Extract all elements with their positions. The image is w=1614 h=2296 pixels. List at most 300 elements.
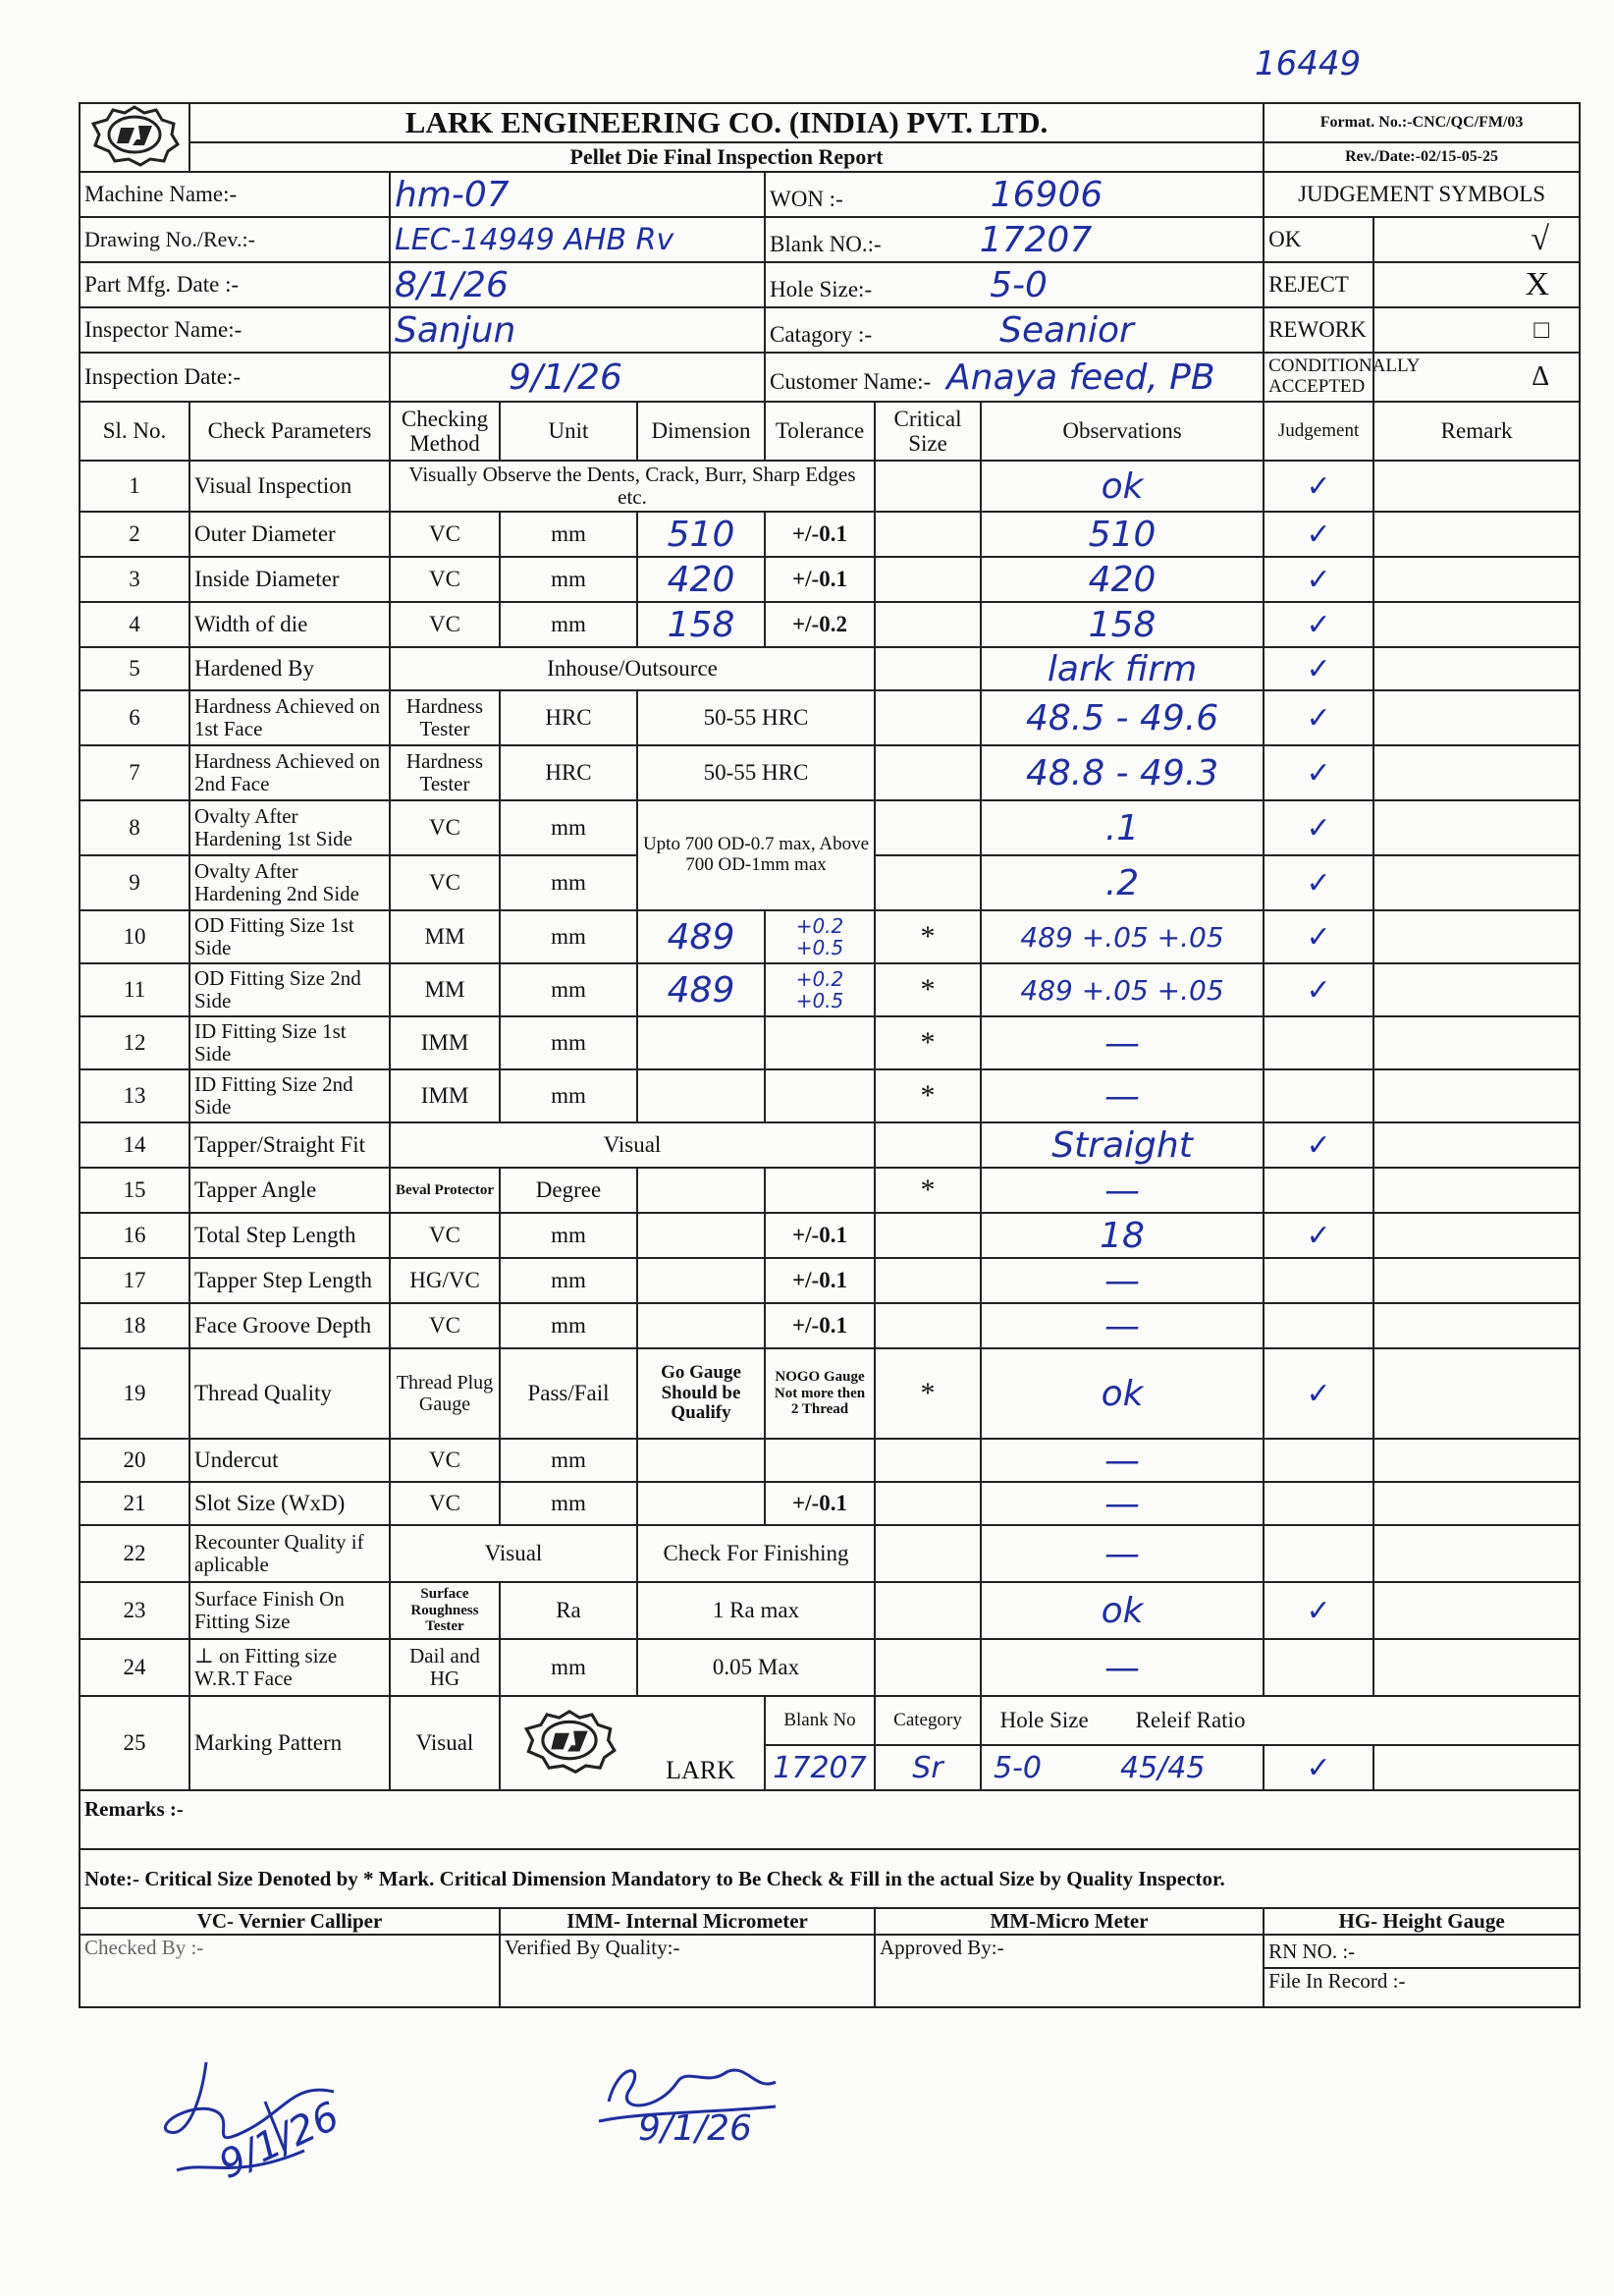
row-dimension bbox=[637, 1016, 765, 1069]
row-tolerance: +0.2 +0.5 bbox=[765, 963, 875, 1016]
marking-header-cell bbox=[981, 1696, 1264, 1745]
row-param: Outer Diameter bbox=[189, 512, 390, 557]
row-critical bbox=[875, 800, 981, 855]
row-unit: mm bbox=[500, 1258, 637, 1303]
row-sl: 17 bbox=[80, 1258, 189, 1303]
row-param: Visual Inspection bbox=[189, 461, 390, 512]
row-method: Dail and HG bbox=[390, 1639, 500, 1696]
table-row bbox=[80, 690, 1580, 745]
row-remark bbox=[1373, 1168, 1580, 1213]
file-record-label: File In Record :- bbox=[1264, 1968, 1580, 2007]
table-row bbox=[80, 1639, 1580, 1696]
row-method: Beval Protector bbox=[390, 1168, 500, 1213]
row-remark bbox=[1373, 855, 1580, 910]
row-method: VC bbox=[390, 557, 500, 602]
row-sl: 22 bbox=[80, 1525, 189, 1582]
row-method: VC bbox=[390, 1482, 500, 1525]
row-sl: 8 bbox=[80, 800, 189, 855]
row-param: Recounter Quality if aplicable bbox=[189, 1525, 390, 1582]
row-observation: — bbox=[981, 1258, 1264, 1303]
row-param: Ovalty After Hardening 2nd Side bbox=[189, 855, 390, 910]
table-row bbox=[80, 1258, 1580, 1303]
row-unit: HRC bbox=[500, 690, 637, 745]
row-observation: ok bbox=[981, 461, 1264, 512]
row-observation: ok bbox=[981, 1348, 1264, 1439]
row-span-text: Visually Observe the Dents, Crack, Burr, Sharp Edges etc. bbox=[390, 461, 875, 512]
row-param: Tapper Step Length bbox=[189, 1258, 390, 1303]
row-remark bbox=[1373, 647, 1580, 690]
row-remark bbox=[1373, 557, 1580, 602]
row-span-method: Visual bbox=[390, 1525, 637, 1582]
row-observation: 510 bbox=[981, 512, 1264, 557]
row-sl: 7 bbox=[80, 745, 189, 800]
row-param: Slot Size (WxD) bbox=[189, 1482, 390, 1525]
hole-label: Hole Size:- bbox=[770, 276, 873, 301]
category-value: Seanior bbox=[999, 309, 1134, 351]
row-tolerance: +/-0.1 bbox=[765, 512, 875, 557]
inspector-label: Inspector Name:- bbox=[80, 307, 390, 353]
row-dimension bbox=[637, 1069, 765, 1122]
row-method: MM bbox=[390, 963, 500, 1016]
row-remark bbox=[1373, 910, 1580, 963]
symbol-label-conditional: CONDITIONALLY ACCEPTED bbox=[1264, 353, 1373, 402]
row-sl: 2 bbox=[80, 512, 189, 557]
row-span-dimension: Check For Finishing bbox=[637, 1525, 875, 1582]
table-row-marking bbox=[80, 1696, 1580, 1745]
row-sl: 23 bbox=[80, 1582, 189, 1639]
inspector-value: Sanjun bbox=[390, 307, 765, 353]
row-span-text: Visual bbox=[390, 1122, 875, 1168]
row-observation: — bbox=[981, 1439, 1264, 1482]
row-dimension: 489 bbox=[637, 963, 765, 1016]
won-value: 16906 bbox=[990, 174, 1103, 215]
row-method: IMM bbox=[390, 1069, 500, 1122]
row-unit: Degree bbox=[500, 1168, 637, 1213]
row-sl: 21 bbox=[80, 1482, 189, 1525]
table-row bbox=[80, 512, 1580, 557]
row-unit: mm bbox=[500, 800, 637, 855]
row-tolerance: +0.2 +0.5 bbox=[765, 910, 875, 963]
table-row bbox=[80, 1213, 1580, 1258]
row-remark bbox=[1373, 1348, 1580, 1439]
marking-blank-no-label: Blank No bbox=[765, 1696, 875, 1745]
row-observation: — bbox=[981, 1016, 1264, 1069]
row-remark bbox=[1373, 1258, 1580, 1303]
row-sl: 13 bbox=[80, 1069, 189, 1122]
row-dimension: 489 bbox=[637, 910, 765, 963]
row-dimension: Go Gauge Should be Qualify bbox=[637, 1348, 765, 1439]
row-critical bbox=[875, 690, 981, 745]
row-param: Thread Quality bbox=[189, 1348, 390, 1439]
legend-vc: VC- Vernier Calliper bbox=[80, 1908, 500, 1935]
row-span-dimension: Upto 700 OD-0.7 max, Above 700 OD-1mm max bbox=[637, 800, 875, 910]
row-remark-top bbox=[1373, 1696, 1580, 1745]
row-judgement bbox=[1264, 1168, 1373, 1213]
row-sl: 18 bbox=[80, 1303, 189, 1348]
row-unit: Ra bbox=[500, 1582, 637, 1639]
row-param: Total Step Length bbox=[189, 1213, 390, 1258]
row-critical: * bbox=[875, 1348, 981, 1439]
row-param: ID Fitting Size 2nd Side bbox=[189, 1069, 390, 1122]
row-critical bbox=[875, 512, 981, 557]
row-unit: mm bbox=[500, 1482, 637, 1525]
row-sl: 11 bbox=[80, 963, 189, 1016]
row-sl: 3 bbox=[80, 557, 189, 602]
col-judgement: Judgement bbox=[1264, 402, 1373, 461]
row-remark bbox=[1373, 602, 1580, 647]
row-dimension: 158 bbox=[637, 602, 765, 647]
category-cell bbox=[765, 307, 1264, 353]
row-remark bbox=[1373, 461, 1580, 512]
category-label: Catagory :- bbox=[770, 321, 873, 347]
row-dimension: 510 bbox=[637, 512, 765, 557]
row-judgement bbox=[1264, 1439, 1373, 1482]
customer-cell bbox=[765, 353, 1264, 402]
row-tolerance bbox=[765, 1016, 875, 1069]
customer-label: Customer Name:- bbox=[770, 368, 932, 394]
table-row bbox=[80, 647, 1580, 690]
legend-hg: HG- Height Gauge bbox=[1264, 1908, 1580, 1935]
row-observation: 489 +.05 +.05 bbox=[981, 910, 1264, 963]
row-judgement: ✓ bbox=[1264, 690, 1373, 745]
row-critical bbox=[875, 1303, 981, 1348]
col-critical-size: Critical Size bbox=[875, 402, 981, 461]
marking-category-label: Category bbox=[875, 1696, 981, 1745]
table-row bbox=[80, 1303, 1580, 1348]
table-row bbox=[80, 1168, 1580, 1213]
row-method: VC bbox=[390, 602, 500, 647]
row-judgement bbox=[1264, 1639, 1373, 1696]
row-param: ⊥ on Fitting size W.R.T Face bbox=[189, 1639, 390, 1696]
row-remark bbox=[1373, 1439, 1580, 1482]
row-judgement-top bbox=[1264, 1696, 1373, 1745]
marking-lark-text: LARK bbox=[637, 1696, 765, 1790]
row-judgement: ✓ bbox=[1264, 745, 1373, 800]
row-dimension: 420 bbox=[637, 557, 765, 602]
won-label: WON :- bbox=[770, 186, 843, 211]
row-observation: — bbox=[981, 1525, 1264, 1582]
row-unit: mm bbox=[500, 1016, 637, 1069]
lark-gear-logo bbox=[520, 1701, 619, 1779]
row-remark bbox=[1373, 690, 1580, 745]
row-param: Marking Pattern bbox=[189, 1696, 390, 1790]
row-critical bbox=[875, 1482, 981, 1525]
row-param: OD Fitting Size 1st Side bbox=[189, 910, 390, 963]
inspection-form bbox=[79, 102, 1579, 2008]
row-method: VC bbox=[390, 800, 500, 855]
row-judgement: ✓ bbox=[1264, 557, 1373, 602]
inspection-date-value: 9/1/26 bbox=[390, 353, 765, 402]
row-span-dimension: 0.05 Max bbox=[637, 1639, 875, 1696]
row-unit: Pass/Fail bbox=[500, 1348, 637, 1439]
row-method: VC bbox=[390, 1303, 500, 1348]
row-observation: ok bbox=[981, 1582, 1264, 1639]
row-judgement: ✓ bbox=[1264, 461, 1373, 512]
hole-value: 5-0 bbox=[990, 264, 1048, 305]
row-observation: 48.8 - 49.3 bbox=[981, 745, 1264, 800]
row-observation: — bbox=[981, 1303, 1264, 1348]
row-tolerance: NOGO Gauge Not more then 2 Thread bbox=[765, 1348, 875, 1439]
row-critical bbox=[875, 1525, 981, 1582]
row-param: Hardness Achieved on 1st Face bbox=[189, 690, 390, 745]
row-critical bbox=[875, 1122, 981, 1168]
drawing-value: LEC-14949 AHB Rv bbox=[390, 217, 765, 262]
row-critical bbox=[875, 647, 981, 690]
row-observation: .1 bbox=[981, 800, 1264, 855]
row-sl: 24 bbox=[80, 1639, 189, 1696]
row-method: VC bbox=[390, 855, 500, 910]
row-dimension bbox=[637, 1439, 765, 1482]
row-remark bbox=[1373, 512, 1580, 557]
page-number-handwritten: 16449 bbox=[1255, 44, 1362, 83]
row-critical bbox=[875, 602, 981, 647]
row-observation: .2 bbox=[981, 855, 1264, 910]
revision-date: Rev./Date:-02/15-05-25 bbox=[1264, 142, 1580, 172]
remarks-label: Remarks :- bbox=[80, 1790, 1580, 1849]
row-observation: 158 bbox=[981, 602, 1264, 647]
report-title: Pellet Die Final Inspection Report bbox=[189, 142, 1264, 172]
row-dimension bbox=[637, 1303, 765, 1348]
row-judgement: ✓ bbox=[1264, 1745, 1373, 1790]
row-remark bbox=[1373, 1303, 1580, 1348]
company-logo bbox=[80, 103, 189, 172]
won-cell bbox=[765, 172, 1264, 217]
marking-category-value: Sr bbox=[875, 1745, 981, 1790]
row-method: Hardness Tester bbox=[390, 745, 500, 800]
row-unit: mm bbox=[500, 963, 637, 1016]
row-judgement: ✓ bbox=[1264, 647, 1373, 690]
row-judgement: ✓ bbox=[1264, 1348, 1373, 1439]
row-tolerance: +/-0.1 bbox=[765, 1258, 875, 1303]
format-number: Format. No.:-CNC/QC/FM/03 bbox=[1264, 103, 1580, 142]
row-sl: 10 bbox=[80, 910, 189, 963]
row-judgement bbox=[1264, 1303, 1373, 1348]
row-observation: — bbox=[981, 1482, 1264, 1525]
row-unit: mm bbox=[500, 1439, 637, 1482]
symbol-label-reject: REJECT bbox=[1264, 262, 1373, 307]
col-checking-method: Checking Method bbox=[390, 402, 500, 461]
row-critical: * bbox=[875, 1069, 981, 1122]
marking-blank-no-value: 17207 bbox=[765, 1745, 875, 1790]
row-sl: 5 bbox=[80, 647, 189, 690]
critical-note: Note:- Critical Size Denoted by * Mark. Critical Dimension Mandatory to Be Check & Fill in the actual Size by Quality Inspector. bbox=[80, 1849, 1580, 1908]
drawing-label: Drawing No./Rev.:- bbox=[80, 217, 390, 262]
row-method: VC bbox=[390, 512, 500, 557]
symbol-rework: □ bbox=[1373, 307, 1580, 353]
row-tolerance: +/-0.1 bbox=[765, 1213, 875, 1258]
row-sl: 9 bbox=[80, 855, 189, 910]
row-sl: 25 bbox=[80, 1696, 189, 1790]
row-critical: * bbox=[875, 963, 981, 1016]
row-observation: 18 bbox=[981, 1213, 1264, 1258]
marking-relief-label: Releif Ratio bbox=[1135, 1708, 1246, 1732]
row-judgement bbox=[1264, 1258, 1373, 1303]
row-remark bbox=[1373, 1069, 1580, 1122]
row-param: Ovalty After Hardening 1st Side bbox=[189, 800, 390, 855]
row-remark bbox=[1373, 1582, 1580, 1639]
row-unit: mm bbox=[500, 1069, 637, 1122]
rn-no-label: RN NO. :- bbox=[1264, 1935, 1580, 1968]
row-sl: 6 bbox=[80, 690, 189, 745]
marking-values-cell bbox=[981, 1745, 1264, 1790]
row-span-text: Inhouse/Outsource bbox=[390, 647, 875, 690]
row-tolerance bbox=[765, 1168, 875, 1213]
table-row bbox=[80, 602, 1580, 647]
row-critical bbox=[875, 461, 981, 512]
machine-name-label: Machine Name:- bbox=[80, 172, 390, 217]
row-observation: 48.5 - 49.6 bbox=[981, 690, 1264, 745]
row-observation: 489 +.05 +.05 bbox=[981, 963, 1264, 1016]
table-row bbox=[80, 461, 1580, 512]
mfg-date-value: 8/1/26 bbox=[390, 262, 765, 307]
judgement-symbols-title: JUDGEMENT SYMBOLS bbox=[1264, 172, 1580, 217]
row-unit: mm bbox=[500, 1213, 637, 1258]
approved-by-label: Approved By:- bbox=[875, 1935, 1264, 2007]
row-critical bbox=[875, 557, 981, 602]
row-sl: 12 bbox=[80, 1016, 189, 1069]
row-method: VC bbox=[390, 1439, 500, 1482]
row-tolerance: +/-0.1 bbox=[765, 1482, 875, 1525]
row-sl: 4 bbox=[80, 602, 189, 647]
marking-hole-size-label: Hole Size bbox=[999, 1708, 1089, 1732]
col-check-parameters: Check Parameters bbox=[189, 402, 390, 461]
row-method: Thread Plug Gauge bbox=[390, 1348, 500, 1439]
table-row bbox=[80, 1348, 1580, 1439]
blank-label: Blank NO.:- bbox=[770, 231, 882, 256]
row-method: HG/VC bbox=[390, 1258, 500, 1303]
row-remark bbox=[1373, 963, 1580, 1016]
row-observation: — bbox=[981, 1168, 1264, 1213]
row-param: Tapper Angle bbox=[189, 1168, 390, 1213]
row-tolerance bbox=[765, 1069, 875, 1122]
table-row bbox=[80, 1122, 1580, 1168]
table-row bbox=[80, 1439, 1580, 1482]
row-method: Visual bbox=[390, 1696, 500, 1790]
row-method: IMM bbox=[390, 1016, 500, 1069]
marking-relief-value: 45/45 bbox=[1120, 1750, 1206, 1785]
row-param: Hardness Achieved on 2nd Face bbox=[189, 745, 390, 800]
symbol-label-ok: OK bbox=[1264, 217, 1373, 262]
col-unit: Unit bbox=[500, 402, 637, 461]
checked-by-date: 9/1/26 bbox=[212, 2093, 347, 2189]
row-param: Inside Diameter bbox=[189, 557, 390, 602]
row-tolerance: +/-0.1 bbox=[765, 557, 875, 602]
table-row bbox=[80, 963, 1580, 1016]
symbol-ok: √ bbox=[1373, 217, 1580, 262]
table-row bbox=[80, 1525, 1580, 1582]
row-remark bbox=[1373, 800, 1580, 855]
row-judgement bbox=[1264, 1482, 1373, 1525]
row-param: ID Fitting Size 1st Side bbox=[189, 1016, 390, 1069]
row-observation: 420 bbox=[981, 557, 1264, 602]
machine-name-value: hm-07 bbox=[390, 172, 765, 217]
row-critical bbox=[875, 745, 981, 800]
row-unit: HRC bbox=[500, 745, 637, 800]
row-observation: Straight bbox=[981, 1122, 1264, 1168]
row-critical bbox=[875, 1258, 981, 1303]
row-critical bbox=[875, 1213, 981, 1258]
row-unit: mm bbox=[500, 1303, 637, 1348]
blank-value: 17207 bbox=[979, 219, 1093, 260]
hole-cell bbox=[765, 262, 1264, 307]
row-method: Hardness Tester bbox=[390, 690, 500, 745]
symbol-reject: X bbox=[1373, 262, 1580, 307]
inspection-date-label: Inspection Date:- bbox=[80, 353, 390, 402]
row-method: MM bbox=[390, 910, 500, 963]
col-remark: Remark bbox=[1373, 402, 1580, 461]
row-sl: 14 bbox=[80, 1122, 189, 1168]
row-unit: mm bbox=[500, 1639, 637, 1696]
table-row bbox=[80, 1582, 1580, 1639]
row-dimension bbox=[637, 1168, 765, 1213]
row-judgement: ✓ bbox=[1264, 1122, 1373, 1168]
row-judgement bbox=[1264, 1069, 1373, 1122]
col-observations: Observations bbox=[981, 402, 1264, 461]
row-span-dimension: 50-55 HRC bbox=[637, 690, 875, 745]
legend-mm: MM-Micro Meter bbox=[875, 1908, 1264, 1935]
row-unit: mm bbox=[500, 602, 637, 647]
mfg-date-label: Part Mfg. Date :- bbox=[80, 262, 390, 307]
row-sl: 15 bbox=[80, 1168, 189, 1213]
row-critical bbox=[875, 1439, 981, 1482]
row-observation: lark firm bbox=[981, 647, 1264, 690]
row-critical bbox=[875, 855, 981, 910]
row-param: Surface Finish On Fitting Size bbox=[189, 1582, 390, 1639]
row-judgement bbox=[1264, 1016, 1373, 1069]
row-param: Tapper/Straight Fit bbox=[189, 1122, 390, 1168]
row-method: Surface Roughness Tester bbox=[390, 1582, 500, 1639]
row-remark bbox=[1373, 1745, 1580, 1790]
row-unit: mm bbox=[500, 512, 637, 557]
table-row bbox=[80, 1016, 1580, 1069]
row-sl: 16 bbox=[80, 1213, 189, 1258]
row-param: OD Fitting Size 2nd Side bbox=[189, 963, 390, 1016]
row-critical: * bbox=[875, 1168, 981, 1213]
row-span-dimension: 50-55 HRC bbox=[637, 745, 875, 800]
row-judgement: ✓ bbox=[1264, 1213, 1373, 1258]
row-param: Hardened By bbox=[189, 647, 390, 690]
row-remark bbox=[1373, 1525, 1580, 1582]
row-sl: 19 bbox=[80, 1348, 189, 1439]
marking-hole-size-value: 5-0 bbox=[994, 1750, 1042, 1785]
verified-by-label: Verified By Quality:- bbox=[500, 1935, 875, 2007]
row-judgement: ✓ bbox=[1264, 602, 1373, 647]
row-remark bbox=[1373, 1122, 1580, 1168]
table-row bbox=[80, 800, 1580, 855]
row-judgement: ✓ bbox=[1264, 855, 1373, 910]
col-tolerance: Tolerance bbox=[765, 402, 875, 461]
row-method: VC bbox=[390, 1213, 500, 1258]
row-param: Width of die bbox=[189, 602, 390, 647]
row-tolerance: +/-0.2 bbox=[765, 602, 875, 647]
row-dimension bbox=[637, 1258, 765, 1303]
row-judgement: ✓ bbox=[1264, 963, 1373, 1016]
lark-gear-logo bbox=[87, 104, 182, 165]
table-row bbox=[80, 745, 1580, 800]
row-judgement: ✓ bbox=[1264, 1582, 1373, 1639]
table-row bbox=[80, 910, 1580, 963]
symbol-label-rework: REWORK bbox=[1264, 307, 1373, 353]
row-critical: * bbox=[875, 910, 981, 963]
row-param: Face Groove Depth bbox=[189, 1303, 390, 1348]
verified-by-date: 9/1/26 bbox=[638, 2108, 752, 2149]
row-sl: 1 bbox=[80, 461, 189, 512]
row-critical bbox=[875, 1639, 981, 1696]
symbol-conditional: Δ bbox=[1373, 353, 1580, 402]
row-span-dimension: 1 Ra max bbox=[637, 1582, 875, 1639]
row-dimension bbox=[637, 1482, 765, 1525]
col-sl-no: Sl. No. bbox=[80, 402, 189, 461]
